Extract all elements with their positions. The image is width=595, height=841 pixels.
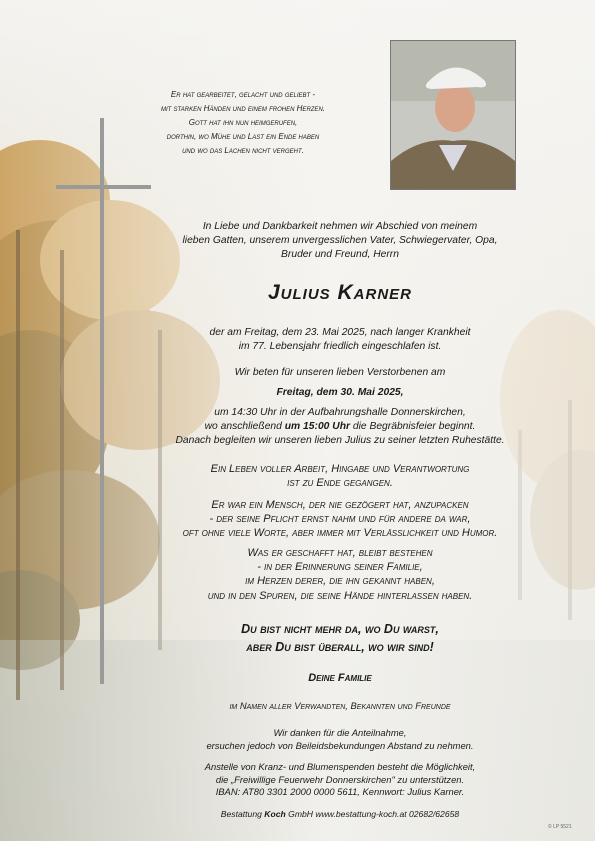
intro-line: In Liebe und Dankbarkeit nehmen wir Abschied von meinem <box>202 221 478 232</box>
thanks-line: ersuchen jedoch von Beileidsbekundungen Abstand zu nehmen. <box>206 739 474 751</box>
funeral-line: Danach begleiten wir unseren lieben Julius zu seiner letzten Ruhestätte. <box>175 435 505 447</box>
poem-line: mit starken Händen und einem frohen Herzen. <box>160 104 325 113</box>
poem-line: Gott hat ihn nun heimgerufen, <box>188 118 298 127</box>
funeral-details <box>140 406 540 449</box>
funeral-line-post: die Begräbnisfeier beginnt. <box>350 421 476 433</box>
verse-1 <box>140 462 540 490</box>
copyright-mark: © LP 5521 <box>548 824 572 830</box>
cross-vertical-bar <box>100 118 104 684</box>
prayer-text: Wir beten für unseren lieben Verstorbenen am <box>234 367 446 378</box>
death-line: im 77. Lebensjahr friedlich eingeschlafen ist. <box>238 341 442 353</box>
donation-line: Anstelle von Kranz- und Blumenspenden besteht die Möglichkeit, <box>204 761 476 772</box>
relatives-line: im Namen aller Verwandten, Bekannten und Freunde <box>229 700 451 711</box>
verse-line: Er war ein Mensch, der nie gezögert hat, anzupacken <box>211 499 469 511</box>
portrait-photo <box>390 40 516 190</box>
funeral-line-pre: wo anschließend <box>204 421 285 433</box>
funeral-line <box>140 420 540 434</box>
thanks-line: Wir danken für die Anteilnahme, <box>273 727 407 738</box>
verse-line: - der seine Pflicht ernst nahm und für andere da war, <box>209 513 471 526</box>
verse-line: - in der Erinnerung seiner Familie, <box>257 561 423 574</box>
verse-line: ist zu Ende gegangen. <box>287 477 393 490</box>
verse-3 <box>140 546 540 603</box>
intro-line: lieben Gatten, unserem unvergesslichen Vater, Schwiegervater, Opa, <box>182 235 498 247</box>
family-signature: Deine Familie <box>308 672 372 684</box>
verse-line: Ein Leben voller Arbeit, Hingabe und Verantwortung <box>210 463 470 475</box>
funeral-date: Freitag, dem 30. Mai 2025, <box>276 387 404 398</box>
death-info <box>140 326 540 354</box>
intro-line: Bruder und Freund, Herrn <box>281 249 399 261</box>
poem-line: und wo das Lachen nicht vergeht. <box>182 146 304 155</box>
intro-text <box>140 220 540 263</box>
footer-company: Koch <box>264 809 286 819</box>
verse-2 <box>140 498 540 541</box>
portrait-icon <box>391 41 515 189</box>
verse-line: und in den Spuren, die seine Hände hinterlassen haben. <box>207 589 473 602</box>
verse-line: oft ohne viele Worte, aber immer mit Verlässlichkeit und Humor. <box>182 527 498 540</box>
cross-horizontal-bar <box>56 185 151 189</box>
closing-verse <box>140 620 540 656</box>
deceased-name: Julius Karner <box>267 281 412 304</box>
memorial-poem <box>118 88 368 158</box>
funeral-time: um 15:00 Uhr <box>284 421 350 433</box>
funeral-line: um 14:30 Uhr in der Aufbahrungshalle Donnerskirchen, <box>214 407 466 418</box>
poem-line: Er hat gearbeitet, gelacht und geliebt - <box>170 90 316 99</box>
closing-line: Du bist nicht mehr da, wo Du warst, <box>241 622 439 636</box>
donation-line: die „Freiwillige Feuerwehr Donnerskirchen" zu unterstützen. <box>215 773 465 785</box>
death-line: der am Freitag, dem 23. Mai 2025, nach langer Krankheit <box>209 327 471 338</box>
funeral-home-footer <box>140 808 540 821</box>
poem-line: dorthin, wo Mühe und Last ein Ende haben <box>166 132 320 141</box>
donation-text <box>140 761 540 799</box>
donation-line: IBAN: AT80 3301 2000 0000 5611, Kennwort: Julius Karner. <box>215 786 465 798</box>
thanks-text <box>140 727 540 752</box>
verse-line: Was er geschafft hat, bleibt bestehen <box>247 547 433 559</box>
footer-contact: GmbH www.bestattung-koch.at 02682/62658 <box>285 809 460 819</box>
closing-line: aber Du bist überall, wo wir sind! <box>246 640 434 654</box>
verse-line: im Herzen derer, die ihn gekannt haben, <box>245 575 435 588</box>
footer-pre: Bestattung <box>220 809 265 819</box>
